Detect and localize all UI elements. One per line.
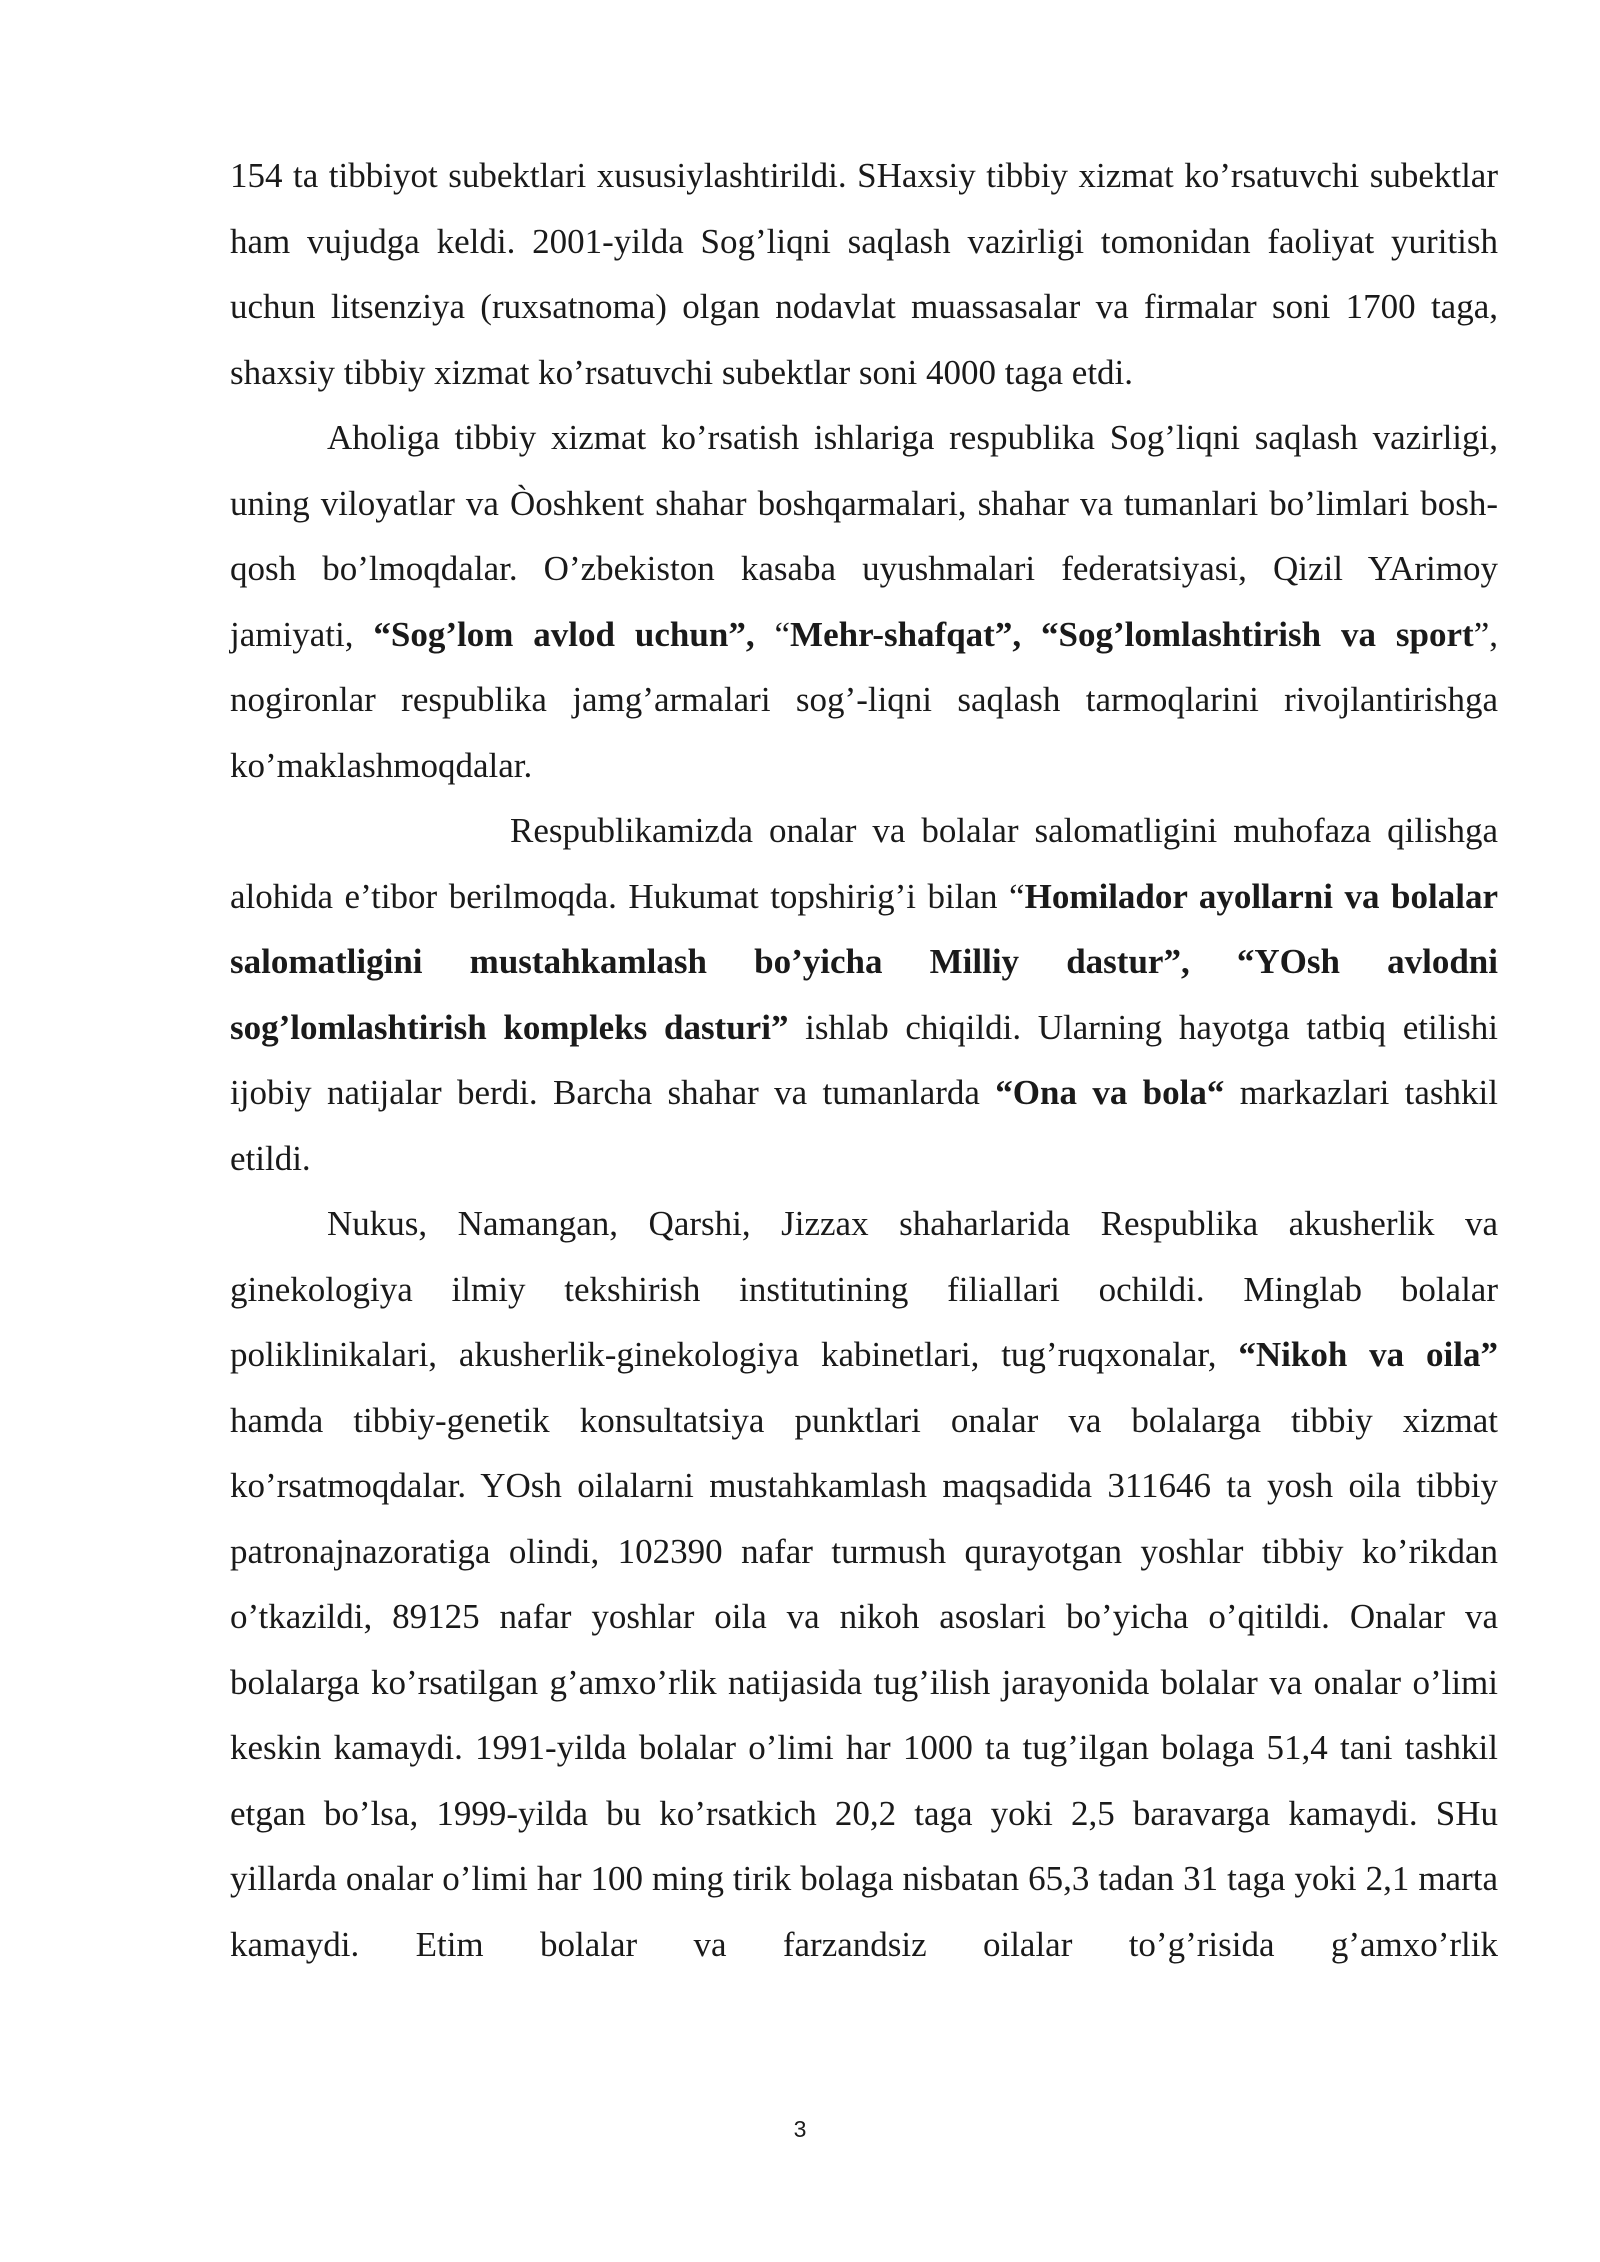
paragraph-4-bold-a: “Nikoh va oila” (1238, 1335, 1498, 1374)
paragraph-4 (230, 1191, 1498, 1977)
paragraph-3-bold-a: Homilador ayollarni va bolalar salomatligini mustahkamlash bo’yicha Milliy dastur”, “YOsh avlodni sog’lomlashtirish kompleks dasturi” (230, 876, 1498, 1047)
paragraph-1-text: 154 ta tibbiyot subektlari xususiylashtirildi. SHaxsiy tibbiy xizmat ko’rsatuvchi subektlar ham vujudga keldi. 2001-yilda Sog’liqni saqlash vazirligi tomonidan faoliyat yuritish uchun litsenziya (ruxsatnoma) olgan nodavlat muassasalar va firmalar soni 1700 taga, shaxsiy tibbiy xizmat ko’rsatuvchi subektlar soni 4000 taga etdi. (230, 156, 1498, 392)
paragraph-2 (230, 405, 1498, 798)
paragraph-4-text-b: hamda tibbiy-genetik konsultatsiya punktlari onalar va bolalarga tibbiy xizmat ko’rsatmoqdalar. YOsh oilalarni mustahkamlash maqsadida 311646 ta yosh oila tibbiy patronajnazoratiga olindi, 102390 nafar turmush qurayotgan yoshlar tibbiy ko’rikdan o’tkazildi, 89125 nafar yoshlar oila va nikoh asoslari bo’yicha o’qitildi. Onalar va bolalarga ko’rsatilgan g’amxo’rlik natijasida tug’ilish jarayonida bolalar va onalar o’limi keskin kamaydi. 1991-yilda bolalar o’limi har 1000 ta tug’ilgan bolaga 51,4 tani tashkil etgan bo’lsa, 1999-yilda bu ko’rsatkich 20,2 taga yoki 2,5 baravarga kamaydi. SHu yillarda onalar o’limi har 100 ming tirik bolaga nisbatan 65,3 tadan 31 taga yoki 2,1 marta kamaydi. Etim bolalar va farzandsiz oilalar to’g’risida g’amxo’rlik (230, 1400, 1498, 1964)
paragraph-3 (230, 798, 1498, 1191)
paragraph-2-bold-a: “Sog’lom avlod uchun”, (373, 614, 755, 654)
paragraph-2-text-b: “ (754, 614, 791, 654)
paragraph-3-text-c: markazlari tashkil etildi. (230, 1073, 1498, 1178)
page-number: 3 (793, 2116, 807, 2142)
paragraph-3-text-b: ishlab chiqildi. Ularning hayotga tatbiq etilishi ijobiy natijalar berdi. Barcha shahar va tumanlarda (230, 1007, 1498, 1112)
paragraph-3-bold-b: “Ona va bola“ (995, 1073, 1225, 1112)
document-body (230, 143, 1498, 1977)
paragraph-2-text-c: ”, nogironlar respublika jamg’armalari sog’-liqni saqlash tarmoqlarini rivojlantirishga ko’maklashmoqdalar. (230, 614, 1498, 785)
paragraph-2-text-a: Aholiga tibbiy xizmat ko’rsatish ishlariga respublika Sog’liqni saqlash vazirligi, uning viloyatlar va Òoshkent shahar boshqarmalari, shahar va tumanlari bo’limlari bosh-qosh bo’lmoqdalar. O’zbekiston kasaba uyushmalari federatsiyasi, Qizil YArimoy jamiyati, (230, 418, 1498, 654)
paragraph-2-bold-b: Mehr-shafqat”, “Sog’lomlashtirish va sport (790, 614, 1474, 654)
paragraph-4-text-a: Nukus, Namangan, Qarshi, Jizzax shaharlarida Respublika akusherlik va ginekologiya ilmiy tekshirish institutining filiallari ochildi. Minglab bolalar poliklinikalari, akusherlik-ginekologiya kabinetlari, tug’ruqxonalar, (230, 1204, 1498, 1374)
paragraph-3-text-a: Respublikamizda onalar va bolalar salomatligini muhofaza qilishga alohida e’tibor berilmoqda. Hukumat topshirig’i bilan “ (230, 811, 1498, 916)
paragraph-1 (230, 143, 1498, 405)
